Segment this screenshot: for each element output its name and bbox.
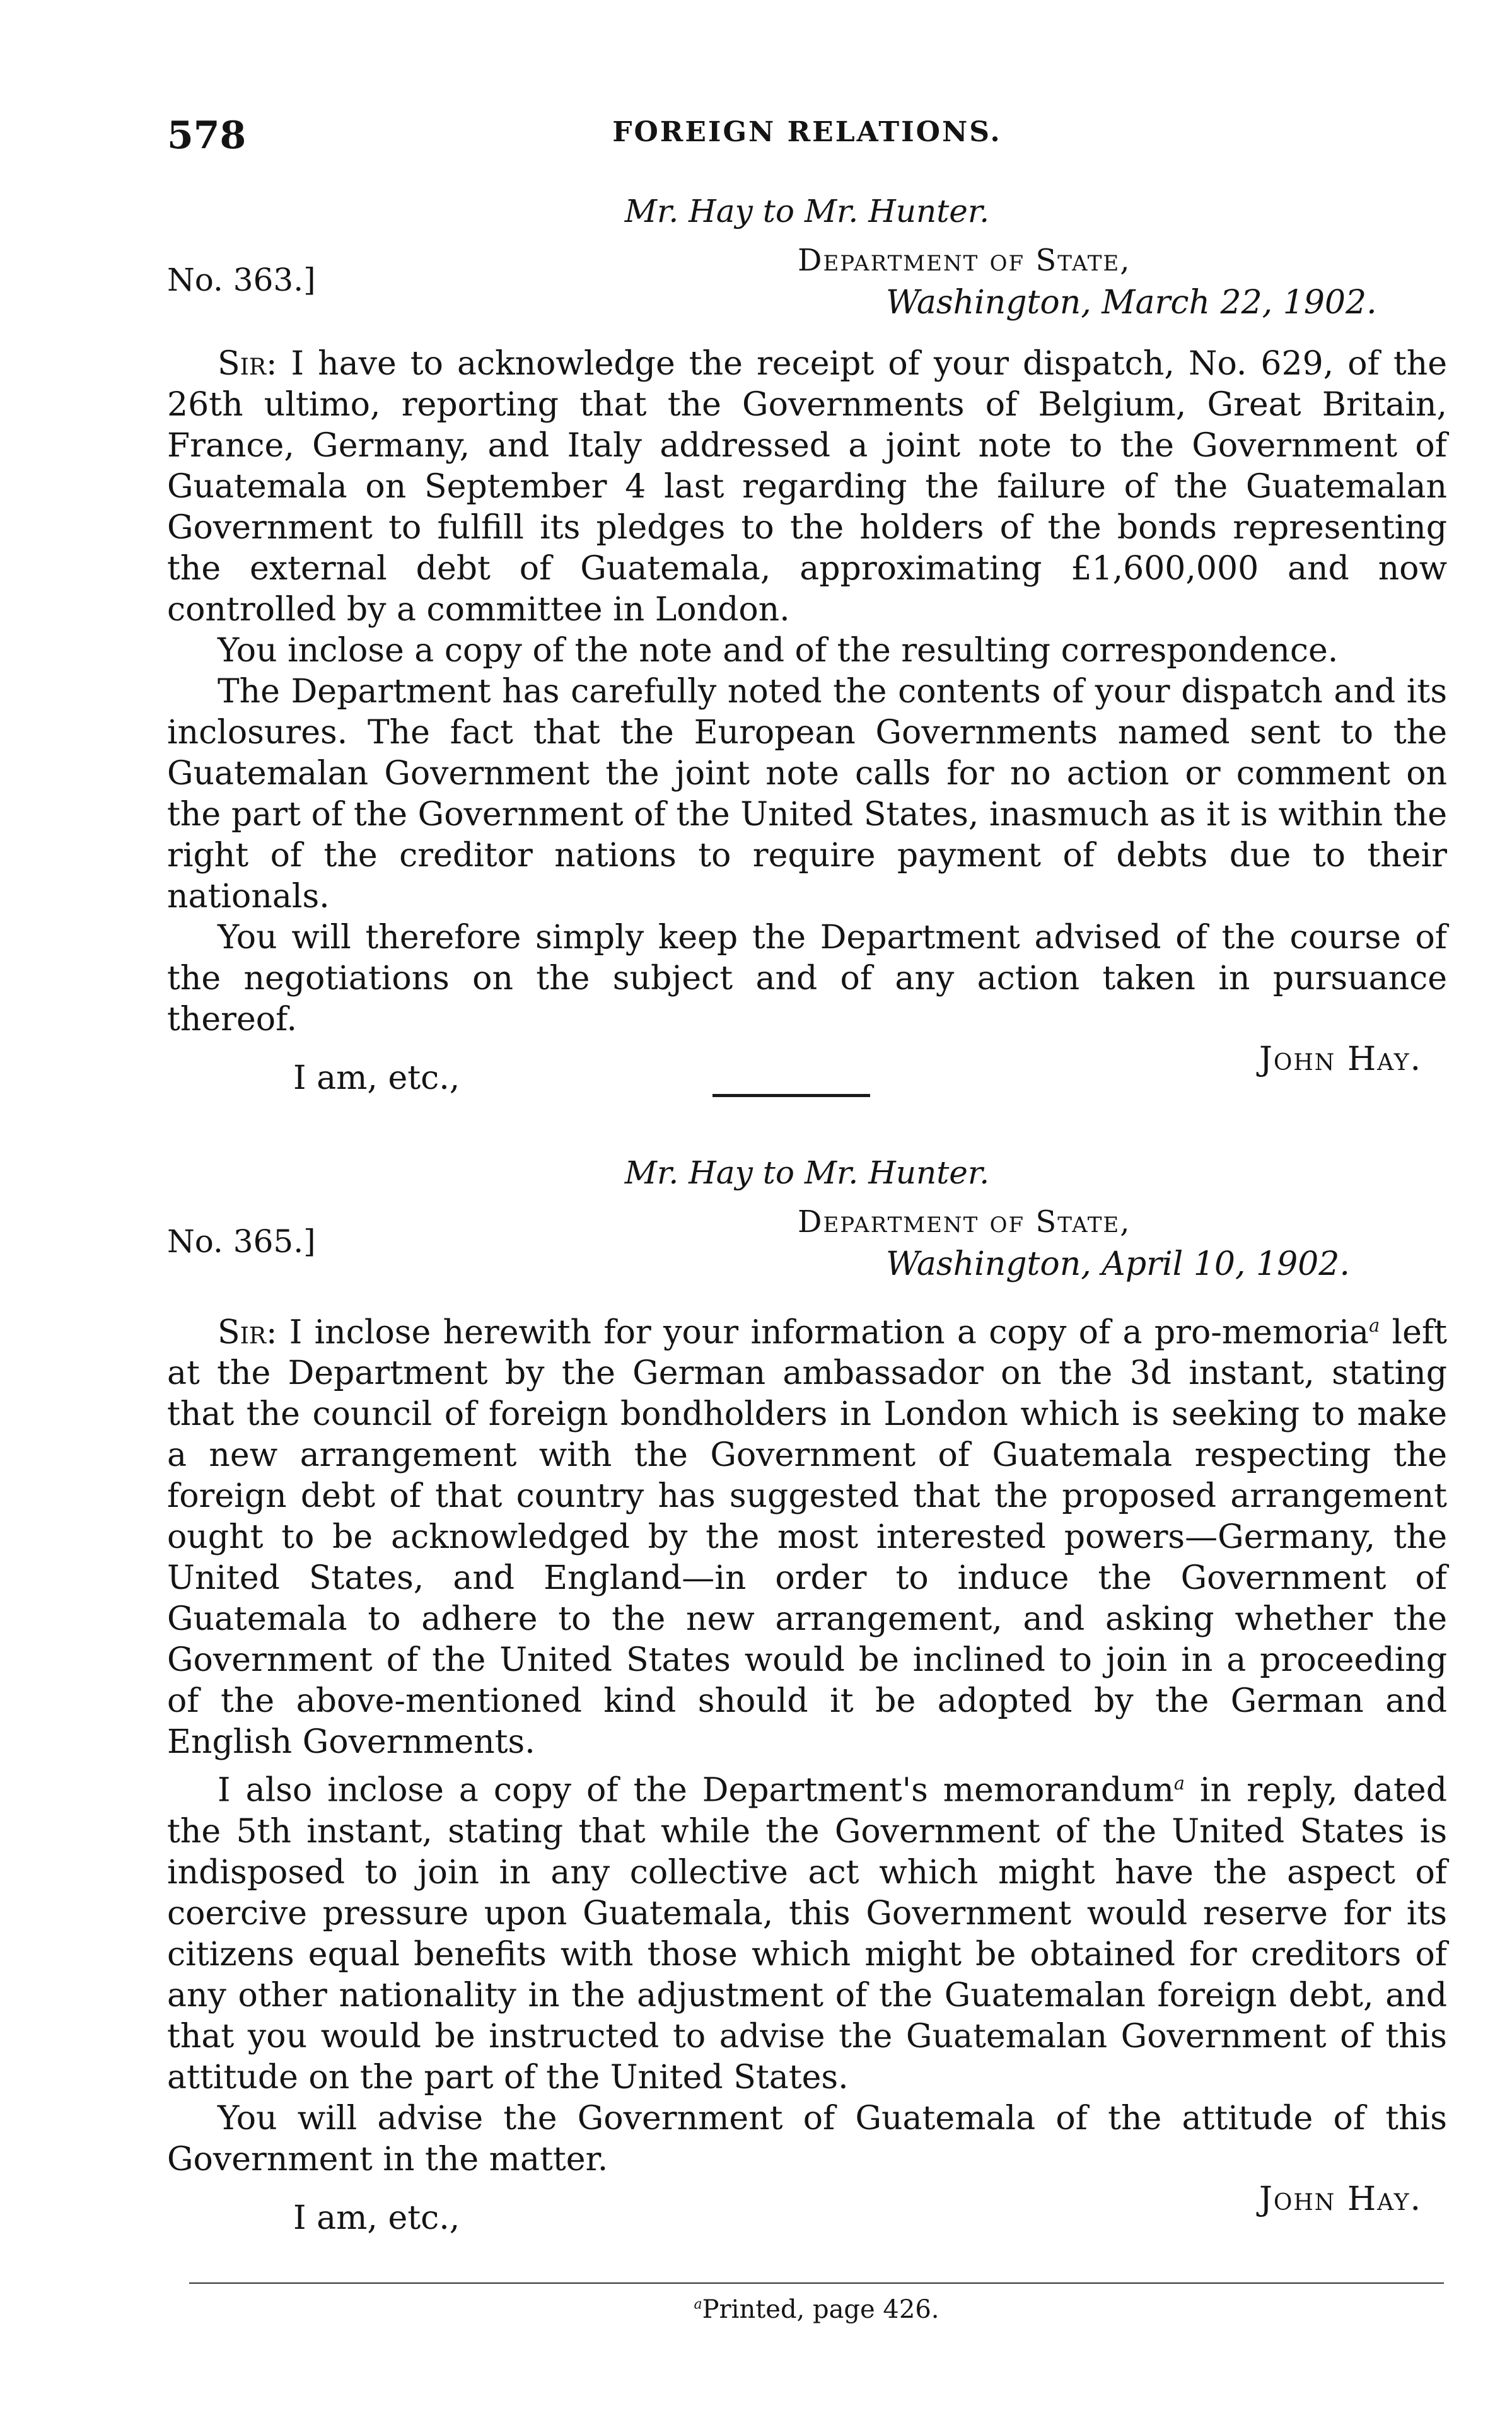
letter-heading — [167, 1198, 1447, 1305]
department-name: Department of State, — [798, 243, 1131, 278]
closing-block — [167, 1040, 1447, 1110]
letter-title: Mr. Hay to Mr. Hunter. — [624, 1154, 990, 1191]
paragraph: You inclose a copy of the note and of the resulting correspondence. — [218, 632, 1339, 670]
dateline: Washington, March 22, 1902. — [886, 284, 1377, 322]
letter-363 — [167, 186, 1447, 1110]
footnote-text: Printed, page 426. — [702, 2295, 939, 2324]
section-divider — [712, 1094, 870, 1097]
department-name: Department of State, — [798, 1204, 1131, 1240]
letter-body — [167, 1305, 1447, 2180]
footnote-marker: a — [694, 2296, 702, 2313]
footnote-marker: a — [1173, 1772, 1185, 1794]
page-number: 578 — [167, 113, 247, 158]
salutation: Sir: — [218, 1313, 277, 1352]
closing-phrase: I am, etc., — [293, 2199, 460, 2237]
paragraph: The Department has carefully noted the contents of your dispatch and its inclosures. The fact that the European Governments named sent to the Guatemalan Government the joint note calls for no action or comment on the part of the Government of the United States, inasmuch as it is within the right of the creditor nations to require payment of debts due to their nationals. — [167, 673, 1447, 916]
footnote-marker: a — [1369, 1315, 1380, 1336]
letter-body — [167, 344, 1447, 1040]
closing-block — [167, 2180, 1447, 2250]
letter-title: Mr. Hay to Mr. Hunter. — [624, 193, 990, 230]
signature: John Hay. — [1259, 2180, 1422, 2218]
running-head: FOREIGN RELATIONS. — [612, 116, 1002, 148]
dispatch-number: No. 365.] — [167, 1223, 316, 1260]
paragraph: I also inclose a copy of the Department's memorandum$^a$ in reply, dated the 5th instant, stating that while the Government of the United States is indisposed to join in any collective act which might have the aspect of coercive pressure upon Guatemala, this Government would reserve for its citizens equal benefits with those which might be obtained for creditors of any other nationality in the adjustment of the Guatemalan foreign debt, and that you would be instructed to advise the Guatemalan Government of this attitude on the part of the United States. — [167, 1771, 1447, 2096]
letter-heading — [167, 236, 1447, 344]
salutation: Sir: — [218, 345, 277, 383]
letter-365 — [167, 1148, 1447, 2250]
footnote — [189, 2295, 1444, 2324]
closing-phrase: I am, etc., — [293, 1059, 460, 1097]
paragraph: Sir: I inclose herewith for your information a copy of a pro-memoria$^a$ left at the Department by the German ambassador on the 3d instant, stating that the council of foreign bondholders in London which is seeking to make a new arrangement with the Government of Guatemala respecting the foreign debt of that country has suggested that the proposed arrangement ought to be acknowledged by the most interested powers—Germany, the United States, and England—in order to induce the Government of Guatemala to adhere to the new arrangement, and asking whether the Government of the United States would be inclined to join in a proceeding of the above-mentioned kind should it be adopted by the German and English Governments. — [167, 1313, 1448, 1762]
signature: John Hay. — [1259, 1040, 1422, 1078]
paragraph: Sir: I have to acknowledge the receipt of your dispatch, No. 629, of the 26th ultimo, reporting that the Governments of Belgium, Great Britain, France, Germany, and Italy addressed a joint note to the Government of Guatemala on September 4 last regarding the failure of the Guatemalan Government to fulfill its pledges to the holders of the bonds representing the external debt of Guatemala, approximating £1,600,000 and now controlled by a committee in London. — [167, 345, 1447, 629]
footnote-rule — [189, 2282, 1444, 2284]
paragraph: You will advise the Government of Guatemala of the attitude of this Government in the matter. — [167, 2099, 1447, 2178]
dispatch-number: No. 363.] — [167, 262, 316, 298]
dateline: Washington, April 10, 1902. — [886, 1245, 1350, 1283]
page-header — [167, 113, 1447, 164]
paragraph: You will therefore simply keep the Department advised of the course of the negotiations on the subject and of any action taken in pursuance thereof. — [167, 919, 1447, 1038]
